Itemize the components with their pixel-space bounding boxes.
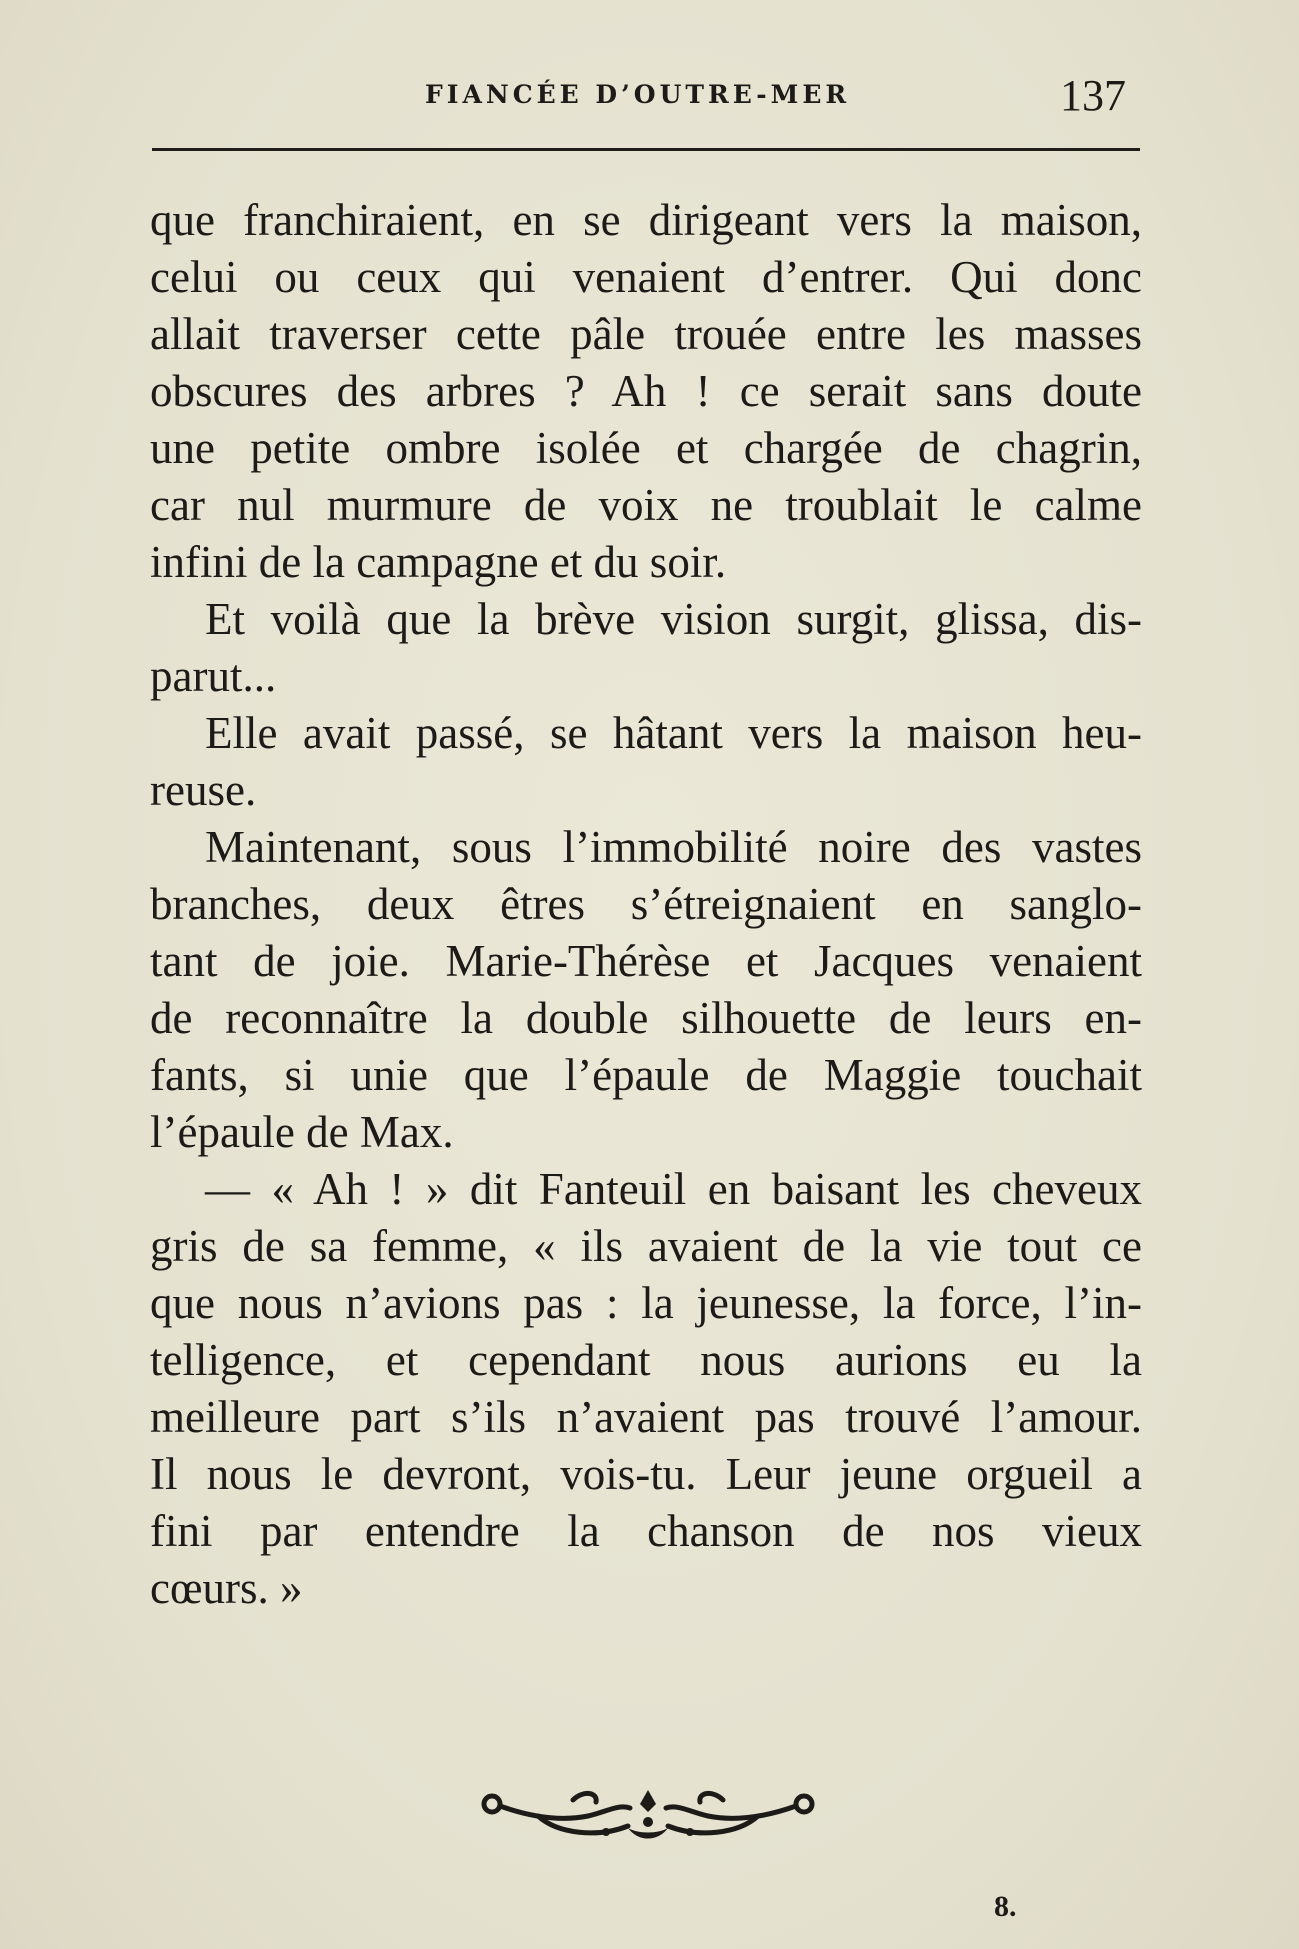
text-line: car nul murmure de voix ne troublait le calme — [150, 480, 1142, 530]
text-line: branches, deux êtres s’étreignaient en sanglo- — [150, 879, 1142, 929]
running-title: FIANCÉE D’OUTRE-MER — [425, 80, 851, 109]
text-line: celui ou ceux qui venaient d’entrer. Qui donc — [150, 252, 1142, 302]
header-rule — [152, 148, 1140, 151]
text-line: infini de la campagne et du soir. — [150, 537, 727, 587]
text-line: tant de joie. Marie-Thérèse et Jacques venaient — [150, 936, 1142, 986]
text-line: cœurs. » — [150, 1563, 303, 1613]
text-line: parut... — [150, 651, 277, 701]
text-line: obscures des arbres ? Ah ! ce serait sans doute — [150, 366, 1142, 416]
signature-mark: 8. — [994, 1890, 1017, 1923]
text-line: reuse. — [150, 765, 257, 815]
text-line: fini par entendre la chanson de nos vieux — [150, 1506, 1142, 1556]
text-line: Et voilà que la brève vision surgit, glissa, dis- — [205, 594, 1142, 644]
text-line: — « Ah ! » dit Fanteuil en baisant les cheveux — [205, 1164, 1142, 1214]
fleuron-ornament-icon — [478, 1786, 818, 1846]
text-line: l’épaule de Max. — [150, 1107, 454, 1157]
text-line: une petite ombre isolée et chargée de chagrin, — [150, 423, 1142, 473]
text-line: telligence, et cependant nous aurions eu la — [150, 1335, 1142, 1385]
text-line: Maintenant, sous l’immobilité noire des vastes — [205, 822, 1142, 872]
body-text — [150, 192, 1142, 1617]
text-line: Il nous le devront, vois-tu. Leur jeune orgueil a — [150, 1449, 1142, 1499]
text-line: de reconnaître la double silhouette de leurs en- — [150, 993, 1142, 1043]
text-line: fants, si unie que l’épaule de Maggie touchait — [150, 1050, 1142, 1100]
text-line: gris de sa femme, « ils avaient de la vie tout ce — [150, 1221, 1142, 1271]
text-line: Elle avait passé, se hâtant vers la maison heu- — [205, 708, 1142, 758]
text-line: allait traverser cette pâle trouée entre les masses — [150, 309, 1142, 359]
running-head — [150, 62, 1140, 122]
page-number: 137 — [1060, 71, 1126, 120]
text-line: meilleure part s’ils n’avaient pas trouvé l’amour. — [150, 1392, 1142, 1442]
text-line: que nous n’avions pas : la jeunesse, la force, l’in- — [150, 1278, 1142, 1328]
text-line: que franchiraient, en se dirigeant vers la maison, — [150, 195, 1142, 245]
